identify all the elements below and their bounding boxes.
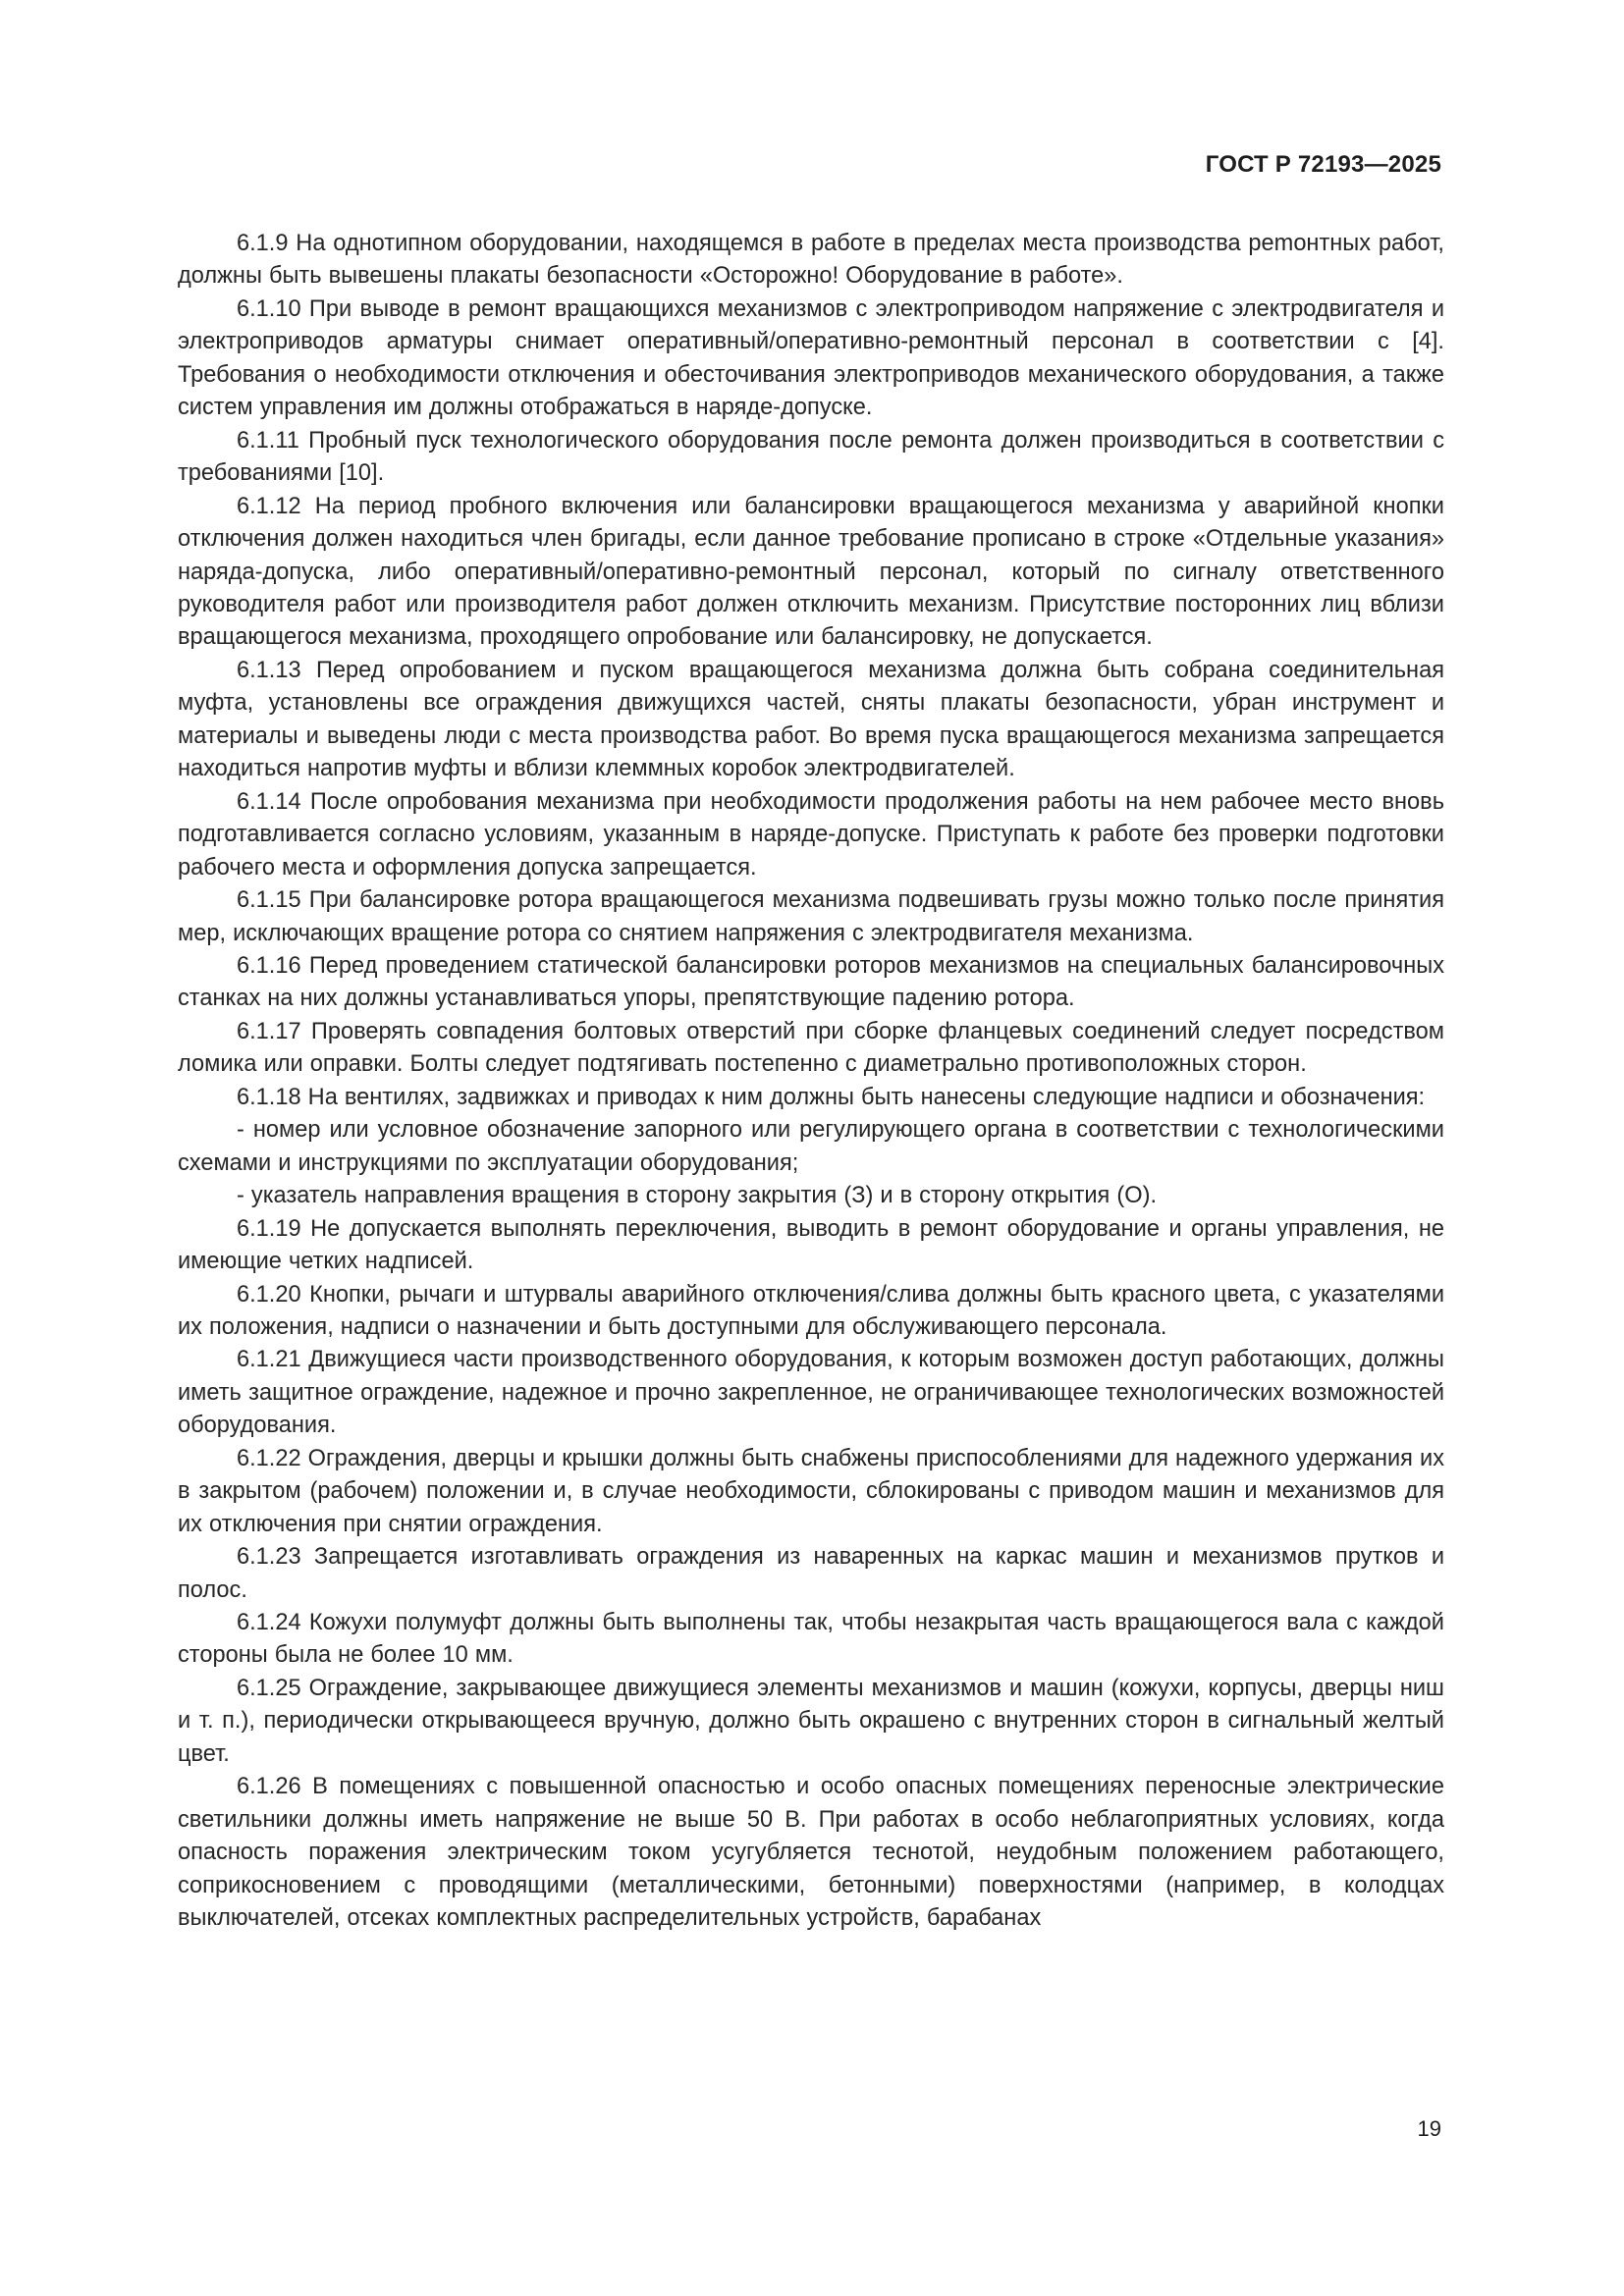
- paragraph-6-1-15: 6.1.15 При балансировке ротора вращающегося механизма подвешивать грузы можно только после принятия мер, исключающих вращение ротора со снятием напряжения с электродвигателя механизма.: [178, 887, 1444, 946]
- document-body: [178, 228, 1444, 1936]
- document-header: ГОСТ Р 72193—2025: [1205, 151, 1441, 178]
- paragraph-6-1-16: 6.1.16 Перед проведением статической балансировки роторов механизмов на специальных балансировочных станках на них должны устанавливаться упоры, препятствующие падению ротора.: [178, 952, 1444, 1012]
- paragraph-6-1-18: 6.1.18 На вентилях, задвижках и приводах к ним должны быть нанесены следующие надписи и обозначения:: [237, 1084, 1426, 1110]
- paragraph-6-1-9: 6.1.9 На однотипном оборудовании, находящемся в работе в пределах места производства реmонтных работ, должны быть вывешены плакаты безопасности «Осторожно! Оборудование в работе».: [178, 231, 1444, 290]
- list-item-rotation-indicator: - указатель направления вращения в сторону закрытия (З) и в сторону открытия (О).: [237, 1183, 1158, 1209]
- paragraph-6-1-20: 6.1.20 Кнопки, рычаги и штурвалы аварийного отключения/слива должны быть красного цвета, с указателями их положения, надписи о назначении и быть доступными для обслуживающего персонала.: [178, 1281, 1444, 1340]
- paragraph-6-1-10: 6.1.10 При выводе в ремонт вращающихся механизмов с электроприводом напряжение с электродвигателя и электроприводов арматуры снимает оперативный/оперативно-ремонтный персонал в соответствии с [4]. Требования о необходимости отключения и обесточивания электроприводов механического оборудования, а также систем управления им должны отображаться в наряде-допуске.: [178, 295, 1444, 421]
- paragraph-6-1-21: 6.1.21 Движущиеся части производственного оборудования, к которым возможен доступ работающих, должны иметь защитное ограждение, надежное и прочно закрепленное, не ограничивающее технологических возможностей оборудования.: [178, 1347, 1444, 1439]
- paragraph-6-1-13: 6.1.13 Перед опробованием и пуском вращающегося механизма должна быть собрана соединительная муфта, установлены все ограждения движущихся частей, сняты плакаты безопасности, убран инструмент и материалы и выведены люди с места производства работ. Во время пуска вращающегося механизма запрещается находиться напротив муфты и вблизи клеммных коробок электродвигателей.: [178, 657, 1444, 782]
- paragraph-6-1-26: 6.1.26 В помещениях с повышенной опасностью и особо опасных помещениях переносные электрические светильники должны иметь напряжение не выше 50 В. При работах в особо неблагоприятных условиях, когда опасность поражения электрическим током усугубляется теснотой, неудобным положением работающего, соприкосновением с проводящими (металлическими, бетонными) поверхностями (например, в колодцах выключателей, отсеках комплектных распределительных устройств, барабанах: [178, 1774, 1444, 1932]
- paragraph-6-1-22: 6.1.22 Ограждения, дверцы и крышки должны быть снабжены приспособлениями для надежного удержания их в закрытом (рабочем) положении и, в случае необходимости, сблокированы с приводом машин и механизмов для их отключения при снятии ограждения.: [178, 1445, 1444, 1537]
- paragraph-6-1-11: 6.1.11 Пробный пуск технологического оборудования после ремонта должен производиться в соответствии с требованиями [10].: [178, 427, 1444, 487]
- paragraph-6-1-17: 6.1.17 Проверять совпадения болтовых отверстий при сборке фланцевых соединений следует посредством ломика или оправки. Болты следует подтягивать постепенно с диаметрально противоположных сторон.: [178, 1018, 1444, 1078]
- paragraph-6-1-14: 6.1.14 После опробования механизма при необходимости продолжения работы на нем рабочее место вновь подготавливается согласно условиям, указанным в наряде-допуске. Приступать к работе без проверки подготовки рабочего места и оформления допуска запрещается.: [178, 788, 1444, 881]
- paragraph-6-1-12: 6.1.12 На период пробного включения или балансировки вращающегося механизма у аварийной кнопки отключения должен находиться член бригады, если данное требование прописано в строке «Отдельные указания» наряда-допуска, либо оперативный/оперативно-ремонтный персонал, который по сигналу ответственного руководителя работ или производителя работ должен отключить механизм. Присутствие посторонних лиц вблизи вращающегося механизма, проходящего опробование или балансировку, не допускается.: [178, 493, 1444, 651]
- paragraph-6-1-25: 6.1.25 Ограждение, закрывающее движущиеся элементы механизмов и машин (кожухи, корпусы, дверцы ниш и т. п.), периодически открывающееся вручную, должно быть окрашено с внутренних сторон в сигнальный желтый цвет.: [178, 1675, 1444, 1767]
- list-item-valve-designation: - номер или условное обозначение запорного или регулирующего органа в соответствии с технологическими схемами и инструкциями по эксплуатации оборудования;: [178, 1117, 1444, 1176]
- paragraph-6-1-23: 6.1.23 Запрещается изготавливать ограждения из наваренных на каркас машин и механизмов прутков и полос.: [178, 1544, 1444, 1603]
- page-number: 19: [1417, 2116, 1441, 2141]
- paragraph-6-1-19: 6.1.19 Не допускается выполнять переключения, выводить в ремонт оборудование и органы управления, не имеющие четких надписей.: [178, 1215, 1444, 1275]
- paragraph-6-1-24: 6.1.24 Кожухи полумуфт должны быть выполнены так, чтобы незакрытая часть вращающегося вала с каждой стороны была не более 10 мм.: [178, 1610, 1444, 1669]
